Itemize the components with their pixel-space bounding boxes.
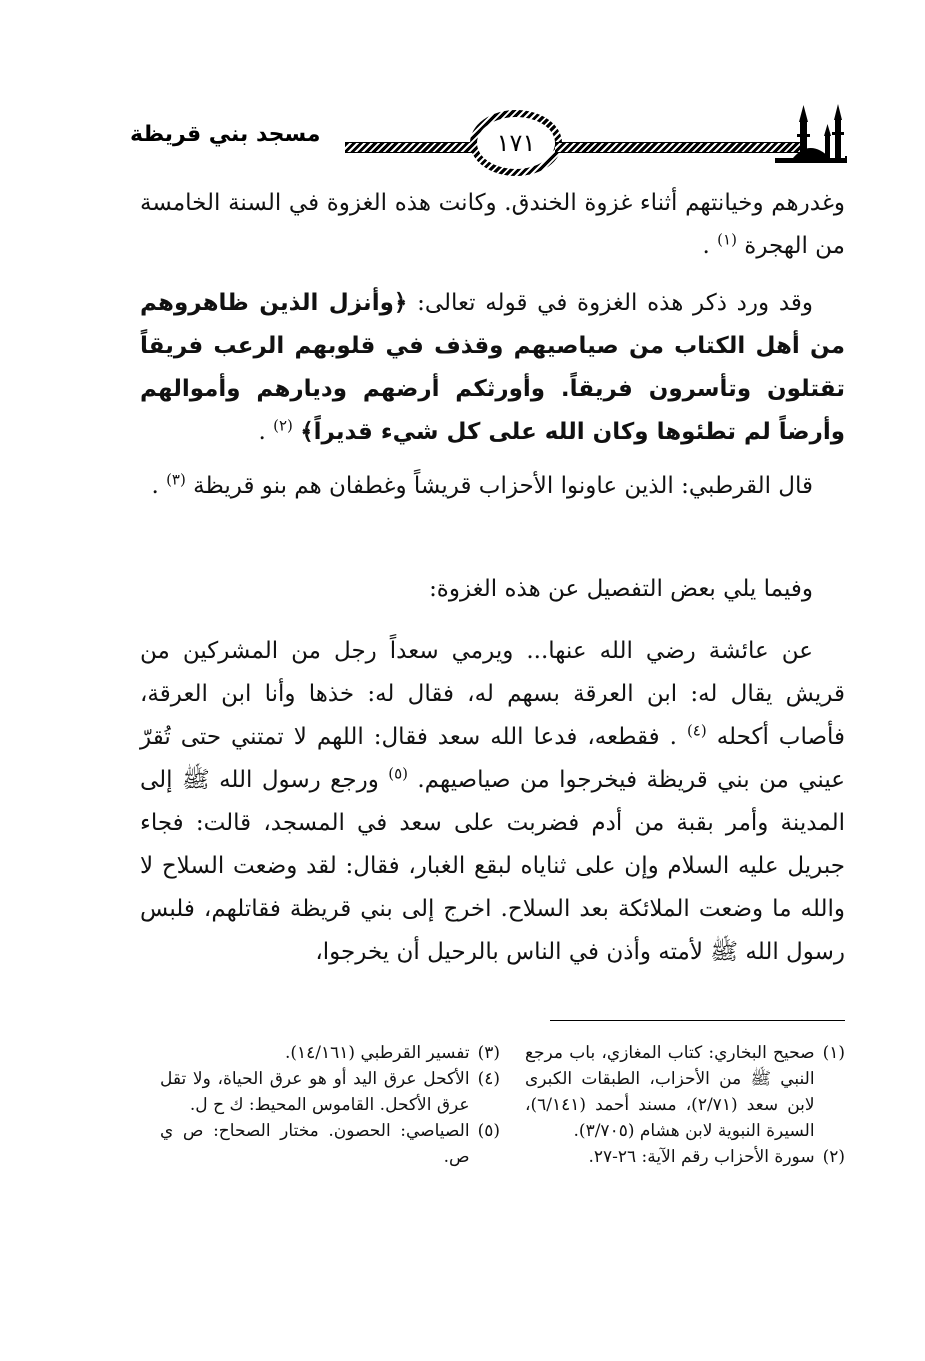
footnotes-left-column [160, 1040, 500, 1170]
paragraph-5-block [140, 630, 845, 974]
footnote-text: الصياصي: الحصون. مختار الصحاح: ص ي ص. [160, 1121, 470, 1167]
quran-verse: ﴿وأنزل الذين ظاهروهم من أهل الكتاب من صياصيهم وقذف في قلوبهم الرعب فريقاً تقتلون وتأسرون فريقاً. وأورثكم أرضهم وديارهم وأموالهم وأرضاً لم تطئوها وكان الله على كل شيء قديراً﴾ [140, 290, 845, 445]
footnote-text: سورة الأحزاب رقم الآية: ٢٦-٢٧. [588, 1147, 815, 1167]
paragraph-4: وفيما يلي بعض التفصيل عن هذه الغزوة: [429, 576, 813, 602]
paragraph-intro: وقد ورد ذكر هذه الغزوة في قوله تعالى: [417, 290, 813, 316]
footnote-number: (٤) [477, 1069, 500, 1089]
footnote-ref-3: (٣) [166, 470, 186, 489]
page-number: ١٧١ [496, 129, 536, 157]
footnote-2 [525, 1144, 845, 1170]
footnote-1 [525, 1040, 845, 1144]
paragraph-text: ورجع رسول الله ﷺ إلى المدينة وأمر بقبة من أدم فضربت على سعد في المسجد، قالت: فجاء جبريل عليه السلام وإن على ثناياه لبقع الغبار، فقال: لقد وضعت السلاح لا والله ما وضعت الملائكة بعد السلاح. اخرج إلى بني قريظة فقاتلهم، فلبس رسول الله ﷺ لأمته وأذن في الناس بالرحيل أن يخرجوا، [140, 767, 845, 965]
footnote-4 [160, 1066, 500, 1118]
footnote-3 [160, 1040, 500, 1066]
footnote-number: (٢) [822, 1147, 845, 1167]
footnote-ref-4: (٤) [686, 721, 707, 740]
mosque-minarets-icon [775, 100, 875, 170]
footnote-ref-2: (٢) [273, 416, 293, 435]
paragraph-text: قال القرطبي: الذين عاونوا الأحزاب قريشاً وغطفان هم بنو قريظة [193, 473, 813, 499]
punctuation: . [151, 473, 159, 499]
paragraph-4-block [140, 568, 845, 611]
paragraph-2-block [140, 282, 845, 454]
paragraph-3 [140, 465, 845, 508]
paragraph-2 [140, 282, 845, 454]
rope-ornament-left [345, 142, 480, 153]
paragraph-5 [140, 630, 845, 974]
paragraph-3-block [140, 465, 845, 508]
running-title: مسجد بني قريظة [130, 122, 321, 147]
footnote-separator [550, 1020, 845, 1021]
paragraph-text: . فقطعه، فدعا الله سعد فقال: اللهم لا تمتني حتى تُقرّ عيني من بني قريظة فيخرجوا من صياصيهم. [140, 724, 845, 793]
footnote-text: تفسير القرطبي (١٤/١٦١). [284, 1043, 470, 1063]
footnote-text: صحيح البخاري: كتاب المغازي، باب مرجع النبي ﷺ من الأحزاب، الطبقات الكبرى لابن سعد (٢/٧١)، مسند أحمد (٦/١٤١)، السيرة النبوية لابن هشام (٣/٧٠٥). [525, 1043, 815, 1141]
page-header [130, 100, 870, 175]
footnote-number: (٥) [477, 1121, 500, 1141]
footnote-number: (١) [822, 1043, 845, 1063]
paragraph-text: وغدرهم وخيانتهم أثناء غزوة الخندق. وكانت هذه الغزوة في السنة الخامسة من الهجرة [140, 190, 845, 259]
footnote-text: الأكحل عرق اليد أو هو عرق الحياة، ولا تقل عرق الأكحل. القاموس المحيط: ك ح ل. [160, 1069, 470, 1115]
punctuation: . [702, 233, 710, 259]
footnote-ref-5: (٥) [388, 764, 408, 783]
paragraph-1-block [140, 182, 845, 268]
footnotes-right-column [525, 1040, 845, 1170]
punctuation: . [258, 419, 266, 445]
page-number-medallion [470, 110, 562, 176]
footnote-number: (٣) [477, 1043, 500, 1063]
footnote-ref-1: (١) [717, 230, 737, 249]
rope-ornament-right [555, 142, 800, 153]
footnote-5 [160, 1118, 500, 1170]
paragraph-text: عن عائشة رضي الله عنها... ويرمي سعداً رجل من المشركين من قريش يقال له: ابن العرقة بسهم له، فقال له: خذها وأنا ابن العرقة، فأصاب أكحله [140, 638, 846, 750]
paragraph-1 [140, 182, 845, 268]
